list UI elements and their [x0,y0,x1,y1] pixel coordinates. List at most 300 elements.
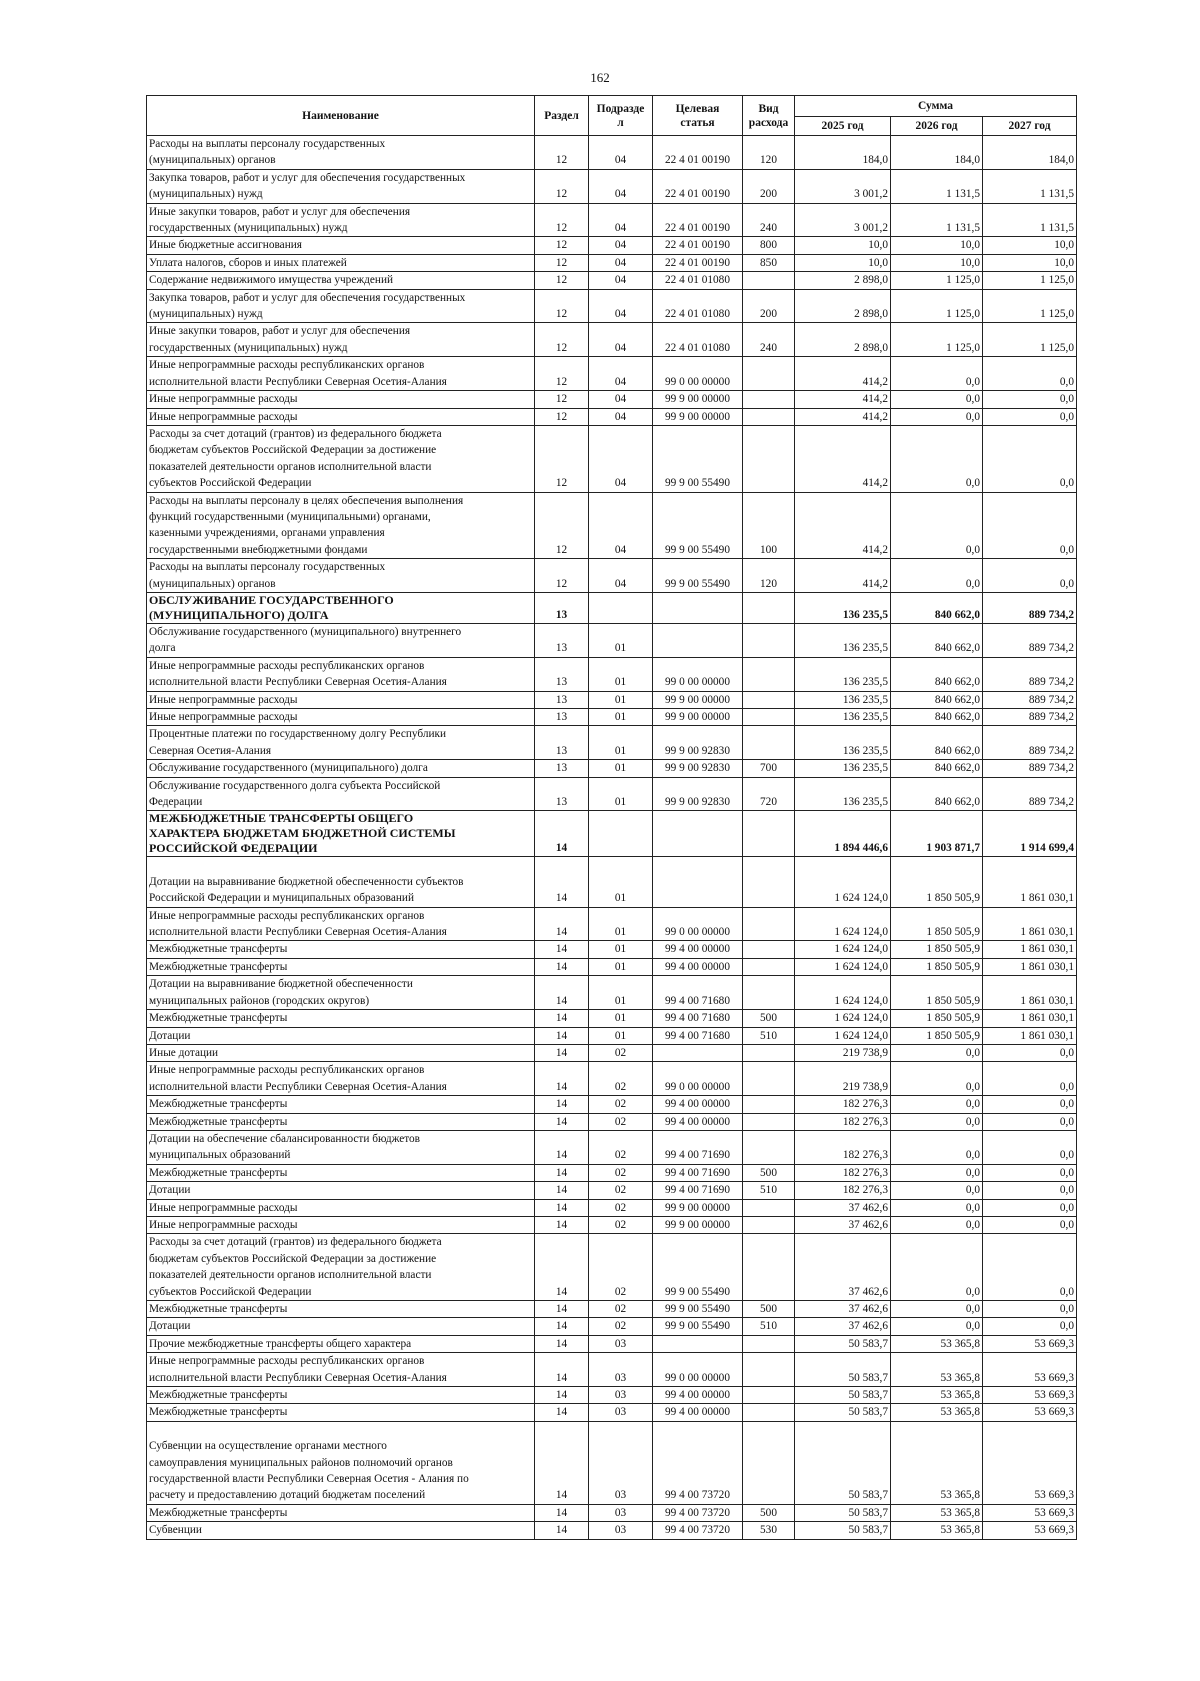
row-sum-2027: 0,0 [983,1318,1077,1335]
row-subsection: 04 [589,559,653,593]
row-section: 14 [535,1182,589,1199]
row-sum-2025: 2 898,0 [795,272,891,289]
table-row [147,1353,1077,1387]
row-target-article: 99 4 00 73720 [653,1504,743,1521]
row-section: 12 [535,323,589,357]
row-name: Межбюджетные трансферты [147,1113,535,1130]
row-section: 14 [535,1318,589,1335]
row-sum-2026: 0,0 [891,1096,983,1113]
header-target-article: Целевая статья [653,96,743,136]
table-row [147,203,1077,237]
row-sum-2025: 182 276,3 [795,1130,891,1164]
row-sum-2026: 1 850 505,9 [891,857,983,907]
row-section: 13 [535,691,589,708]
row-subsection: 03 [589,1387,653,1404]
row-expense-type [743,1130,795,1164]
row-sum-2027: 53 669,3 [983,1335,1077,1352]
row-sum-2027: 889 734,2 [983,777,1077,811]
row-sum-2026: 840 662,0 [891,691,983,708]
row-sum-2025: 50 583,7 [795,1353,891,1387]
table-row [147,136,1077,170]
row-sum-2027: 1 861 030,1 [983,1027,1077,1044]
row-sum-2026: 53 365,8 [891,1387,983,1404]
row-name: Обслуживание государственного (муниципального) долга [147,760,535,777]
row-sum-2027: 0,0 [983,1062,1077,1096]
row-sum-2027: 0,0 [983,1044,1077,1061]
row-subsection: 03 [589,1522,653,1539]
row-sum-2027: 10,0 [983,237,1077,254]
row-sum-2025: 50 583,7 [795,1387,891,1404]
row-expense-type [743,1044,795,1061]
row-section: 13 [535,777,589,811]
row-expense-type: 240 [743,203,795,237]
row-name: Дотации [147,1182,535,1199]
row-sum-2026: 0,0 [891,1318,983,1335]
page-number: 162 [590,70,610,85]
row-sum-2025: 136 235,5 [795,592,891,623]
row-section: 14 [535,1130,589,1164]
table-row [147,237,1077,254]
row-sum-2025: 182 276,3 [795,1096,891,1113]
row-section: 14 [535,1199,589,1216]
row-target-article: 99 9 00 92830 [653,777,743,811]
row-section: 14 [535,1044,589,1061]
row-expense-type [743,1353,795,1387]
row-sum-2025: 414,2 [795,492,891,559]
row-target-article: 99 4 00 00000 [653,1096,743,1113]
row-section: 14 [535,976,589,1010]
row-sum-2027: 53 669,3 [983,1504,1077,1521]
row-sum-2026: 0,0 [891,1062,983,1096]
row-section: 14 [535,958,589,975]
table-row [147,425,1077,492]
table-row [147,1216,1077,1233]
row-subsection: 04 [589,391,653,408]
row-sum-2025: 37 462,6 [795,1301,891,1318]
row-expense-type: 700 [743,760,795,777]
row-sum-2026: 53 365,8 [891,1522,983,1539]
row-sum-2025: 136 235,5 [795,760,891,777]
row-section: 14 [535,1301,589,1318]
row-sum-2025: 3 001,2 [795,203,891,237]
row-sum-2027: 0,0 [983,1164,1077,1181]
row-target-article: 99 4 00 71690 [653,1130,743,1164]
row-subsection: 02 [589,1130,653,1164]
row-subsection: 01 [589,976,653,1010]
row-sum-2027: 0,0 [983,357,1077,391]
row-subsection: 02 [589,1234,653,1301]
row-sum-2026: 0,0 [891,1164,983,1181]
row-sum-2025: 182 276,3 [795,1182,891,1199]
row-sum-2025: 414,2 [795,408,891,425]
row-expense-type [743,958,795,975]
row-expense-type: 800 [743,237,795,254]
table-row [147,811,1077,857]
row-sum-2026: 1 850 505,9 [891,907,983,941]
row-subsection: 03 [589,1353,653,1387]
row-expense-type [743,623,795,657]
row-sum-2026: 0,0 [891,1113,983,1130]
row-sum-2025: 414,2 [795,391,891,408]
row-sum-2026: 840 662,0 [891,592,983,623]
table-row [147,1130,1077,1164]
row-subsection [589,592,653,623]
row-subsection: 02 [589,1062,653,1096]
row-expense-type [743,811,795,857]
row-target-article [653,1044,743,1061]
row-sum-2027: 889 734,2 [983,726,1077,760]
row-name: Прочие межбюджетные трансферты общего характера [147,1335,535,1352]
row-expense-type: 100 [743,492,795,559]
row-expense-type [743,691,795,708]
row-sum-2027: 0,0 [983,425,1077,492]
row-subsection: 01 [589,726,653,760]
table-row [147,323,1077,357]
row-target-article: 99 4 00 71690 [653,1164,743,1181]
row-subsection: 02 [589,1301,653,1318]
row-name: Иные непрограммные расходы [147,709,535,726]
table-row [147,391,1077,408]
row-subsection: 02 [589,1096,653,1113]
row-target-article: 99 4 00 00000 [653,1404,743,1421]
row-subsection: 01 [589,623,653,657]
table-row [147,1199,1077,1216]
row-name: Межбюджетные трансферты [147,1387,535,1404]
row-expense-type [743,357,795,391]
table-row [147,1301,1077,1318]
row-section: 14 [535,1522,589,1539]
row-expense-type: 510 [743,1027,795,1044]
row-expense-type [743,391,795,408]
row-sum-2027: 1 861 030,1 [983,1010,1077,1027]
row-section: 13 [535,726,589,760]
row-section: 12 [535,169,589,203]
row-sum-2025: 1 894 446,6 [795,811,891,857]
row-expense-type [743,941,795,958]
row-sum-2025: 1 624 124,0 [795,1010,891,1027]
table-row [147,1044,1077,1061]
row-section: 12 [535,492,589,559]
table-row [147,941,1077,958]
row-sum-2027: 1 125,0 [983,272,1077,289]
row-sum-2027: 53 669,3 [983,1421,1077,1504]
row-subsection: 04 [589,254,653,271]
row-section: 14 [535,1027,589,1044]
row-sum-2025: 184,0 [795,136,891,170]
row-name: Межбюджетные трансферты [147,1164,535,1181]
row-target-article: 99 9 00 00000 [653,691,743,708]
row-section: 14 [535,1404,589,1421]
row-target-article: 99 9 00 00000 [653,1216,743,1233]
table-row [147,726,1077,760]
row-sum-2025: 50 583,7 [795,1504,891,1521]
row-sum-2026: 0,0 [891,492,983,559]
row-sum-2025: 37 462,6 [795,1318,891,1335]
table-row [147,777,1077,811]
row-section: 13 [535,760,589,777]
row-sum-2025: 37 462,6 [795,1216,891,1233]
row-expense-type [743,1234,795,1301]
row-name: Иные непрограммные расходы республиканских органов исполнительной власти Республики Северная Осетия-Алания [147,657,535,691]
row-target-article: 22 4 01 01080 [653,272,743,289]
row-expense-type [743,408,795,425]
row-target-article [653,592,743,623]
row-sum-2027: 0,0 [983,1113,1077,1130]
table-row [147,1387,1077,1404]
row-name: Межбюджетные трансферты [147,1301,535,1318]
row-section: 14 [535,1335,589,1352]
row-subsection: 04 [589,492,653,559]
row-sum-2027: 0,0 [983,559,1077,593]
row-sum-2027: 1 861 030,1 [983,941,1077,958]
row-subsection: 02 [589,1182,653,1199]
row-subsection: 04 [589,136,653,170]
row-sum-2027: 0,0 [983,1096,1077,1113]
row-name: Расходы на выплаты персоналу государственных (муниципальных) органов [147,136,535,170]
row-target-article: 99 4 00 71680 [653,1010,743,1027]
row-sum-2026: 53 365,8 [891,1504,983,1521]
table-row [147,289,1077,323]
row-target-article: 22 4 01 00190 [653,169,743,203]
row-sum-2025: 50 583,7 [795,1404,891,1421]
row-subsection: 01 [589,657,653,691]
header-section: Раздел [535,96,589,136]
row-name: Расходы за счет дотаций (грантов) из федерального бюджета бюджетам субъектов Российской Федерации за достижение показателей деятельности органов исполнительной власти субъектов Российской Федерации [147,425,535,492]
row-sum-2027: 53 669,3 [983,1522,1077,1539]
row-sum-2027: 1 861 030,1 [983,958,1077,975]
row-subsection: 04 [589,289,653,323]
row-expense-type: 530 [743,1522,795,1539]
row-expense-type [743,1421,795,1504]
row-name: Содержание недвижимого имущества учреждений [147,272,535,289]
row-sum-2025: 182 276,3 [795,1164,891,1181]
row-name: Обслуживание государственного (муниципального) внутреннего долга [147,623,535,657]
table-row [147,254,1077,271]
row-sum-2026: 0,0 [891,357,983,391]
row-sum-2026: 0,0 [891,1182,983,1199]
row-target-article: 99 9 00 55490 [653,1234,743,1301]
row-sum-2025: 1 624 124,0 [795,1027,891,1044]
row-sum-2027: 10,0 [983,254,1077,271]
row-expense-type [743,857,795,907]
row-name: Уплата налогов, сборов и иных платежей [147,254,535,271]
row-name: Иные бюджетные ассигнования [147,237,535,254]
row-sum-2027: 889 734,2 [983,691,1077,708]
row-expense-type [743,1199,795,1216]
row-subsection: 03 [589,1421,653,1504]
row-sum-2027: 1 861 030,1 [983,857,1077,907]
table-row [147,408,1077,425]
row-subsection: 01 [589,1010,653,1027]
row-sum-2026: 184,0 [891,136,983,170]
table-row [147,1182,1077,1199]
row-sum-2027: 889 734,2 [983,709,1077,726]
row-subsection: 01 [589,709,653,726]
row-sum-2025: 414,2 [795,357,891,391]
row-sum-2025: 136 235,5 [795,709,891,726]
table-row [147,559,1077,593]
row-subsection: 02 [589,1199,653,1216]
row-sum-2025: 1 624 124,0 [795,976,891,1010]
row-name: Межбюджетные трансферты [147,1404,535,1421]
row-target-article: 99 4 00 73720 [653,1522,743,1539]
row-name: Закупка товаров, работ и услуг для обеспечения государственных (муниципальных) нужд [147,289,535,323]
row-sum-2027: 1 125,0 [983,289,1077,323]
row-sum-2026: 0,0 [891,1301,983,1318]
row-sum-2026: 10,0 [891,237,983,254]
row-subsection: 04 [589,408,653,425]
row-expense-type [743,425,795,492]
row-target-article: 99 9 00 92830 [653,726,743,760]
row-expense-type: 200 [743,289,795,323]
row-sum-2026: 840 662,0 [891,709,983,726]
row-name: Иные непрограммные расходы республиканских органов исполнительной власти Республики Северная Осетия-Алания [147,907,535,941]
row-target-article [653,857,743,907]
row-expense-type [743,976,795,1010]
row-target-article: 99 9 00 00000 [653,391,743,408]
table-row [147,1404,1077,1421]
row-sum-2027: 0,0 [983,391,1077,408]
row-sum-2026: 1 125,0 [891,289,983,323]
row-target-article: 22 4 01 00190 [653,203,743,237]
row-sum-2027: 0,0 [983,1130,1077,1164]
row-target-article: 99 4 00 71680 [653,976,743,1010]
row-expense-type: 720 [743,777,795,811]
row-sum-2027: 889 734,2 [983,657,1077,691]
row-expense-type [743,1404,795,1421]
row-section: 12 [535,272,589,289]
row-sum-2027: 1 914 699,4 [983,811,1077,857]
row-sum-2025: 136 235,5 [795,691,891,708]
row-name: Расходы на выплаты персоналу в целях обеспечения выполнения функций государственными (муниципальными) органами, казенными учреждениями, органами управления государственными внебюджетными фондами [147,492,535,559]
row-target-article: 99 0 00 00000 [653,907,743,941]
row-sum-2026: 840 662,0 [891,760,983,777]
row-expense-type [743,1062,795,1096]
row-section: 14 [535,1164,589,1181]
row-sum-2026: 1 131,5 [891,203,983,237]
row-section: 12 [535,203,589,237]
row-name: Иные непрограммные расходы республиканских органов исполнительной власти Республики Северная Осетия-Алания [147,1062,535,1096]
header-year-2026: 2026 год [891,117,983,136]
row-target-article: 99 9 00 92830 [653,760,743,777]
row-name: Иные непрограммные расходы [147,408,535,425]
row-target-article: 22 4 01 00190 [653,254,743,271]
row-sum-2026: 1 850 505,9 [891,941,983,958]
row-subsection: 04 [589,203,653,237]
table-row [147,709,1077,726]
row-name: Дотации на обеспечение сбалансированности бюджетов муниципальных образований [147,1130,535,1164]
row-sum-2025: 136 235,5 [795,657,891,691]
header-sum: Сумма [795,96,1077,117]
row-sum-2025: 2 898,0 [795,323,891,357]
row-sum-2026: 0,0 [891,1130,983,1164]
row-sum-2026: 1 850 505,9 [891,1027,983,1044]
table-row [147,857,1077,907]
row-expense-type: 200 [743,169,795,203]
row-subsection: 01 [589,777,653,811]
row-target-article: 99 0 00 00000 [653,1062,743,1096]
row-target-article: 22 4 01 00190 [653,136,743,170]
row-sum-2025: 136 235,5 [795,777,891,811]
table-row [147,492,1077,559]
row-sum-2027: 0,0 [983,492,1077,559]
row-sum-2027: 53 669,3 [983,1353,1077,1387]
row-sum-2027: 889 734,2 [983,760,1077,777]
row-sum-2025: 2 898,0 [795,289,891,323]
row-sum-2025: 1 624 124,0 [795,857,891,907]
row-target-article: 99 0 00 00000 [653,357,743,391]
row-name: Иные закупки товаров, работ и услуг для обеспечения государственных (муниципальных) нужд [147,323,535,357]
row-name: Иные непрограммные расходы [147,391,535,408]
table-row [147,958,1077,975]
row-sum-2026: 1 131,5 [891,169,983,203]
row-subsection: 02 [589,1318,653,1335]
table-row [147,169,1077,203]
row-expense-type [743,272,795,289]
row-section: 12 [535,289,589,323]
row-sum-2026: 1 125,0 [891,323,983,357]
row-target-article: 99 4 00 00000 [653,1387,743,1404]
row-name: ОБСЛУЖИВАНИЕ ГОСУДАРСТВЕННОГО (МУНИЦИПАЛЬНОГО) ДОЛГА [147,592,535,623]
row-sum-2026: 1 850 505,9 [891,958,983,975]
row-expense-type: 510 [743,1318,795,1335]
row-sum-2026: 53 365,8 [891,1353,983,1387]
row-target-article: 99 9 00 00000 [653,709,743,726]
row-sum-2027: 1 125,0 [983,323,1077,357]
row-section: 12 [535,357,589,391]
header-expense-type: Вид расхода [743,96,795,136]
row-expense-type [743,907,795,941]
row-section: 13 [535,592,589,623]
row-name: Закупка товаров, работ и услуг для обеспечения государственных (муниципальных) нужд [147,169,535,203]
row-sum-2025: 50 583,7 [795,1421,891,1504]
row-target-article: 99 4 00 00000 [653,1113,743,1130]
row-sum-2027: 0,0 [983,408,1077,425]
row-expense-type [743,1216,795,1233]
row-sum-2025: 1 624 124,0 [795,958,891,975]
row-subsection: 01 [589,760,653,777]
row-sum-2025: 182 276,3 [795,1113,891,1130]
row-target-article: 99 0 00 00000 [653,657,743,691]
row-target-article: 22 4 01 00190 [653,237,743,254]
row-subsection [589,811,653,857]
row-sum-2027: 53 669,3 [983,1404,1077,1421]
row-sum-2026: 53 365,8 [891,1421,983,1504]
row-target-article: 99 9 00 55490 [653,425,743,492]
row-sum-2026: 0,0 [891,408,983,425]
row-expense-type: 500 [743,1164,795,1181]
header-subsection: Подразде л [589,96,653,136]
row-section: 14 [535,1216,589,1233]
row-expense-type [743,1096,795,1113]
row-section: 14 [535,1010,589,1027]
table-row [147,657,1077,691]
row-sum-2027: 53 669,3 [983,1387,1077,1404]
row-subsection: 04 [589,237,653,254]
row-expense-type: 500 [743,1010,795,1027]
row-name: Расходы на выплаты персоналу государственных (муниципальных) органов [147,559,535,593]
budget-table [146,95,1077,1540]
row-expense-type [743,1113,795,1130]
row-target-article: 99 9 00 55490 [653,492,743,559]
table-row [147,976,1077,1010]
header-year-2027: 2027 год [983,117,1077,136]
row-name: Межбюджетные трансферты [147,1504,535,1521]
row-sum-2027: 0,0 [983,1301,1077,1318]
row-target-article [653,1335,743,1352]
row-sum-2025: 1 624 124,0 [795,941,891,958]
row-sum-2027: 1 131,5 [983,169,1077,203]
